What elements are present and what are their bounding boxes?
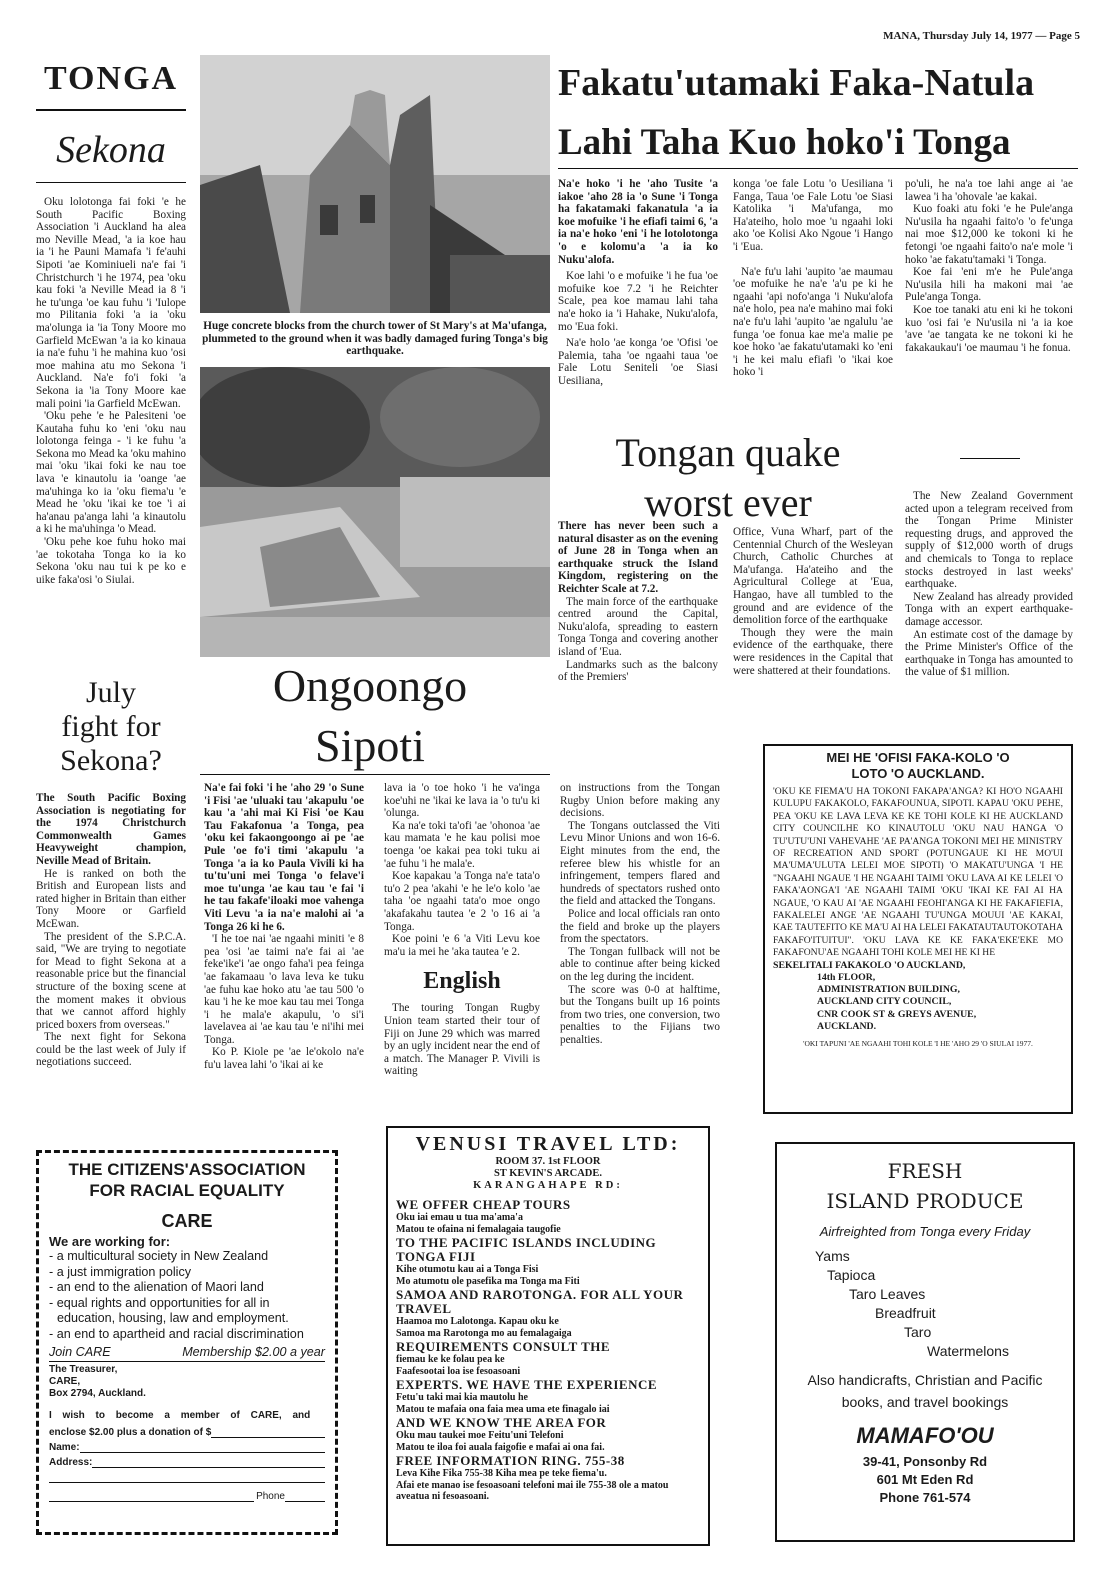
paragraph: The president of the S.P.C.A. said, "We are trying to negotiate for Mead to fight Sekona at a reasonable price but the financial structure of the boxing scene at the moment makes it obvious that we cannot afford highly priced boxers from overseas." [36,930,186,1031]
venusi-title: VENUSI TRAVEL LTD: [415,1133,681,1155]
list-item: - a just immigration policy [49,1264,192,1279]
auckland-notice [763,744,1073,1114]
rule [36,182,186,183]
lead-paragraph: There has never been such a natural disaster as on the evening of June 28 in Tonga when an earthquake struck the Island Kingdom, registering on the Reichter Scale at 7.2. [558,520,718,595]
address-line: KARANGAHAPE RD: [473,1180,623,1191]
produce-advert [775,1142,1075,1542]
care-enclose: enclose $2.00 plus a donation of $ [49,1427,212,1438]
rule [200,774,550,775]
care-advert [36,1150,338,1535]
address-line: 601 Mt Eden Rd [876,1472,974,1487]
paragraph: 'I he toe nai 'ae ngaahi miniti 'e 8 pea 'osi 'ae taimi na'e fai ai 'ae feke'ike'i 'ae ongo faha'i pea feinga 'ae fakamaau 'o lava leva ke tuku 'ae fuhu kae hoko atu 'ae tau 500 'o kau 'i he ke moe kau tau mei Tonga 'i he mala'e akapulu, 'o si'i lavelavea ai 'ae kau tau 'e ni'ihi mei Tonga. [204,933,364,1046]
paragraph: Koe poini 'e 6 'a Viti Levu koe ma'u ia mei he 'aka tautea 'e 2. [384,933,540,958]
venusi-text-line: Oku iai emau u tua ma'ama'a [396,1212,523,1223]
paragraph: Na'e holo 'ae konga 'oe 'Ofisi 'oe Palemia, taha 'oe ngaahi taua 'oe Fale Lotu Seniteli 'oe Siasi Uesiliana, [558,337,718,387]
address-line: ST KEVIN'S ARCADE. [493,1168,603,1179]
headline-line: worst ever [644,480,812,525]
venusi-lines [396,1198,700,1503]
paragraph: Though they were the main evidence of the earthquake, there were residences in the Capital that were shattered at their foundations. [733,626,893,677]
paragraph: Office, Vuna Wharf, part of the Centennial Church of the Wesleyan Church, Catholic Churches at Ma'ufanga. Ha'ateiho and the Agricultural College at 'Eua, Hangao, have all tumbled to the ground and are evidence of the demolition force of the earthquake [733,526,893,627]
ongoongo-col1 [204,782,364,1072]
july-article [36,792,186,1069]
address-line: Box 2794, Auckland. [49,1388,146,1399]
venusi-heading-line: AND WE KNOW THE AREA FOR [396,1415,607,1430]
address-line: Phone 761-574 [879,1490,971,1505]
care-title [49,1159,325,1201]
address-line: SEKELITALI FAKAKOLO 'O AUCKLAND, [773,959,966,971]
tongan-article-col2 [733,178,893,379]
venusi-travel-advert [386,1126,710,1546]
address-line: CARE, [49,1376,81,1387]
produce-title-line: FRESH [887,1159,963,1183]
rule [558,168,1078,169]
care-name-row [49,1442,325,1453]
care-working: We are working for: [49,1234,171,1249]
paragraph: The Tongan fullback will not be able to continue after being kicked on the leg during the incident. [560,945,720,983]
phone-field[interactable] [285,1491,325,1502]
list-item: Yams [815,1248,850,1264]
venusi-text-line: Haamoa mo Lalotonga. Kapau oku ke [396,1316,559,1327]
ongoongo-headline [200,656,540,776]
rule [36,109,186,111]
venusi-text-line: Faafesootai loa ise fesoasoani [396,1365,521,1377]
paragraph: lava ia 'o toe hoko 'i he va'inga koe'uhi ne 'ikai ke lava ia 'o tu'u ki 'olunga. [384,782,540,820]
venusi-heading-line: FREE INFORMATION RING. 755-38 [396,1453,625,1468]
main-headline [558,57,1078,169]
care-join: Join CARE [49,1345,111,1359]
headline-line: Fakatu'utamaki Faka-Natula [558,62,1035,104]
name-field[interactable] [80,1442,325,1453]
paragraph: on instructions from the Tongan Rugby Union before making any decisions. [560,782,720,820]
lead-paragraph: The South Pacific Boxing Association is negotiating for the 1974 Christchurch Commonwealth Games Heavyweight champion, Neville Mead of Britain. [36,792,186,867]
ongoongo-col3 [560,782,720,1046]
notice-title-line: LOTO 'O AUCKLAND. [851,766,985,781]
address-line: ROOM 37. 1st FLOOR [495,1156,601,1167]
list-item: - an end to apartheid and racial discrimination [49,1326,304,1341]
care-join-row [49,1345,325,1359]
paragraph: konga 'oe fale Lotu 'o Uesiliana 'i Fanga, Taua 'oe Fale Lotu 'oe Siasi Katolika 'i Ma'ufanga, mo Ha'ateiho, holo moe 'u ngaahi loki ako 'oe Kolisi Ako Ngoue 'i Hango 'i 'Eua. [733,178,893,253]
care-address-row-2 [49,1482,325,1483]
paragraph: Landmarks such as the balcony of the Premiers' [558,658,718,684]
address-line: 14th FLOOR, [817,971,876,983]
venusi-text-line: Mo atumotu ole pasefika ma Tonga ma Fiti [396,1275,580,1287]
paragraph: Na'e fu'u lahi 'aupito 'ae maumau 'oe mofuike he na'e 'a'u pe ki he ngaahi 'api nofo'anga 'i Nuku'alofa na'e holo, pea na'e mahino mai foki na'e fu'u lahi 'aupito 'ae ngalulu 'ae funga 'oe fonua kae me'a malie pe koe hoko 'ae fakatu'utamaki ko 'eni 'i he kei malu efiafi 'o 'ikai koe hoko 'i [733,265,893,379]
paragraph: He is ranked on both the British and European lists and rated higher in Britain than either Tony Moore or Garfield McEwan. [36,867,186,930]
list-item: Taro Leaves [849,1286,926,1302]
page-title-sekona: Sekona [56,129,166,171]
quake-col3 [905,490,1073,679]
headline-line: July [85,676,136,709]
paragraph: Koe toe tanaki atu eni ki he tokoni kuo 'osi fai 'e Nu'usila ni 'a ia koe 'ave 'ae tangata ke ne tokoni ki he fakakaukau'i 'oe maumau 'i he fonua. [905,303,1073,354]
paragraph: Police and local officials ran onto the field and broke up the players from the spectators. [560,907,720,946]
store-name: MAMAFO'OU [856,1423,994,1448]
venusi-address [396,1156,700,1192]
paragraph: The Tongans outclassed the Viti Levu Minor Unions and won 16-6. Eight minutes from the end, the referee blew his whistle for an infringement, tempers flared and hundreds of spectators rushed onto the field and attacked the Tongans. [560,819,720,908]
headline-line: Ongoongo [272,660,468,711]
notice-title-line: MEI HE 'OFISI FAKA-KOLO 'O [826,750,1010,765]
address-field[interactable] [92,1457,325,1468]
paragraph: Ka na'e toki ta'ofi 'ae 'ohonoa 'ae kau mamata 'e he kau polisi moe toenga 'oe kakai pea toki tuku ai 'ae fuhu 'i he mala'e. [384,819,540,870]
lead-paragraph: Na'e hoko 'i he 'aho Tusite 'a iakoe 'aho 28 ia 'o Sune 'i Tonga ha fakatamaki fakanatula 'a ia koe mofuike 'i he efiafi taimi 6, 'a ia na'e hoko 'eni 'i he lotolotonga 'o e kolomu'a 'a ia ko Nuku'alofa. [558,178,718,266]
lead-paragraph: Na'e fai foki 'i he 'aho 29 'o Sune 'i Fisi 'ae 'uluaki tau 'akapulu 'oe kau 'a 'ahi mai Ki Fisi 'oe Kau Tau Fakafonua 'a Tonga, pea 'oku kei fakaongoongo ai pe 'ae Pule 'oe fo'i timi 'akapulu 'a Tonga 'a ia ko Paula Vivili ki ha tu'tu'uni mei Tonga 'o felave'i moe tu'unga 'ae kau tau 'e fai 'i he tau fakafe'iloaki moe vahenga Viti Levu 'a ia na'e malohi ai 'a Tonga 26 ki he 6. [204,782,364,933]
name-label: Name: [49,1442,80,1453]
care-wish: I wish to become a member of CARE, and [49,1410,311,1421]
venusi-text-line: Fetu'u taki mai kia mautolu he [396,1392,528,1403]
headline-line: Lahi Taha Kuo hoko'i Tonga [558,122,1011,163]
care-name: CARE [161,1211,213,1231]
address-line: ADMINISTRATION BUILDING, [817,984,960,996]
list-item: Taro [904,1324,932,1340]
address-line: AUCKLAND CITY COUNCIL, [817,996,952,1008]
paragraph: po'uli, he na'a toe lahi ange ai 'ae lawea 'i ha 'ohovale 'ae kakai. [905,178,1073,203]
produce-title [789,1156,1061,1216]
english-subhead: English [423,968,501,995]
care-title-line: THE CITIZENS'ASSOCIATION [68,1160,306,1179]
quake-col2 [733,526,893,677]
address-line: AUCKLAND. [817,1020,877,1032]
paragraph: Kuo foaki atu foki 'e he Pule'anga Nu'usila ha ngaahi faito'o 'o fe'unga nai moe $12,000 ke tokoni ki he fetongi 'oe ngaahi faito'o na'e mole 'i hoko 'ae fakatu'tamaki 'i Tonga. [905,203,1073,266]
notice-title [773,750,1063,782]
notice-body: 'OKU KE FIEMA'U HA TOKONI FAKAPA'ANGA? KI HO'O NGAAHI KULUPU FAKAKOLO, FAKAFOUNUA, SIPOTI. KAPAU 'OKU PEHE, PEA 'OKU KE LAVA LEVA KE KE TOHI KOLE KI HE AUCKLAND CITY COUNCILHE KO KINAUTOLU 'OKU NAU HANGA 'O TU'UTU'UNI VAHEVAHE 'AE PA'ANGA TOKONI MEI HE MINISTRY OF RECREATION AND SPORT (POTUNGAUE KI HE MO'UI MA'UMA'ULUTA LELEI MOE SIPOTI) 'O MAKATU'UNGA 'I HE "NGAAHI NGAUE 'I HE NGAAHI TAIMI 'OKU LAVA AI KE LELEI 'O FAKA'AONGA'I 'AE NGAAHI TAIMI 'OKU 'IKAI KE FAI AI HA NGAUE, 'O KAU AI 'AE NGAAHI FEOHI'ANGA KI HE FAKAFIEFIA, FAKALELEI ANGE 'AE NGAAHI TU'UNGA MOUUI 'AE KAKAI, KAE TAUTEFITO KE MA'U AI HA LELEI FAKATAUTAUTOKOTAHA FAKAFO'ITUITUI". 'OKU LAVA KE KE FAKA'EKE'EKE MO FAKAFONU'AE NGAAHI TOHI KOLE MEI HE KI HE [773,786,1063,959]
list-item: Watermelons [927,1343,1009,1359]
store-address [789,1453,1061,1507]
notice-footer: 'OKI TAPUNI 'AE NGAAHI TOHI KOLE 'I HE 'AHO 29 'O SIULAI 1977. [803,1038,1033,1048]
venusi-text-line: Samoa ma Rarotonga mo au femalagaiga [396,1327,572,1339]
tongan-article-col1 [558,178,718,388]
care-membership: Membership $2.00 a year [182,1345,325,1359]
paragraph: New Zealand has already provided Tonga with an expert earthquake-damage accessor. [905,590,1073,628]
phone-line[interactable] [49,1491,254,1502]
rule [49,1361,325,1362]
ongoongo-col2 [384,782,540,1078]
paragraph: The main force of the earthquake centred around the Capital, Nuku'alofa, spreading to eastern Tonga Tonga and covering another island of 'Eua. [558,595,718,658]
venusi-text-line: Matou te ofaina ni femalagaia taugofie [396,1223,561,1235]
care-enclose-row [49,1427,325,1438]
care-phone-row [49,1491,325,1502]
produce-items [789,1247,1061,1361]
venusi-heading-line: EXPERTS. WE HAVE THE EXPERIENCE [396,1377,658,1392]
care-items [49,1249,325,1342]
headline-line: Tongan quake [615,430,841,475]
paragraph: 'Oku pehe 'e he Palesiteni 'oe Kautaha fuhu ko 'eni 'oku nau lolotonga feinga - 'i ke fuhu 'a Sekona mo Mead ka 'oku mahino mai 'oku 'ikai foki ke nau toe lava 'e kinautolu ia 'oange 'ae ma'uhinga ko ia 'oku fiema'u 'e Mead he 'oku 'ikai ke toe 'i ai ha'anau pa'anga lahi 'a kinautolu a ki he ma'uhinga 'o Mead. [36,410,186,536]
address-line: 39-41, Ponsonby Rd [862,1454,988,1469]
venusi-heading-line: WE OFFER CHEAP TOURS [396,1197,571,1212]
donation-field[interactable] [211,1427,325,1438]
paragraph: An estimate cost of the damage by the Prime Minister's Office of the earthquake in Tonga has amounted to the value of $1 million. [905,628,1073,679]
paragraph: Oku lolotonga fai foki 'e he South Pacific Boxing Association 'i Auckland ha alea mo Neville Mead, 'a ia koe hau ia 'i he Pauni Mamafa 'i fe'auhi Sipoti 'ae Kominiueli na'e fai 'i Christchurch 'i he 1974, pea 'oku kau foki 'a Neville Mead ia 8 'i he tu'unga 'oe kau fuhu 'i 'Iulope mo Pilitania foki 'a ia 'oku ma'olunga ia 'ia Tony Moore mo Garfield McEwan 'a ia ko kinaua ia na'e fuhu 'i he mahina kuo 'osi moe mahina atu mo Sekona 'i Auckland. Na'e fo'i foki 'a Sekona ia 'ia Tony Moore kae mali poini 'ia Garfield McEwan. [36,196,186,410]
paragraph: Koe fai 'eni m'e he Pule'anga Nu'usila hili ha makoni mai 'ae Pule'anga Tonga. [905,266,1073,304]
venusi-text-line: Kihe otumotu kau ai a Tonga Fisi [396,1264,539,1275]
venusi-text-line: Matou te iloa foi auala faigofie e mafai ai ona fai. [396,1441,605,1453]
tongan-article-col3 [905,178,1073,354]
produce-title-line: ISLAND PRODUCE [826,1189,1024,1213]
rule [960,458,1020,459]
paragraph: Koe kapakau 'a Tonga na'e tata'o tu'o 2 pea 'akahi 'e he le'o kolo 'ae taha 'oe ngaahi tata'o moe ongo 'akafakahu tautea 'e 2 'o 16 ai 'a Tonga. [384,870,540,933]
venusi-heading-line: TO THE PACIFIC ISLANDS INCLUDING TONGA FIJI [396,1235,657,1264]
care-address [49,1364,325,1400]
july-headline [36,676,186,778]
venusi-text-line: Oku mau taukei moe Feitu'uni Telefoni [396,1430,564,1441]
phone-label: Phone [256,1491,285,1502]
quake-col1 [558,520,718,684]
list-item: - equal rights and opportunities for all in education, housing, law and employment. [49,1295,289,1325]
headline-line: fight for [61,710,161,743]
venusi-text-line: Matou te mafaia ona faia mea uma ete finagalo iai [396,1403,610,1415]
paragraph: The score was 0-0 at halftime, but the Tongans built up 16 points from two tries, one conversion, two penalties to the Fijians two penalties. [560,983,720,1046]
page-header: MANA, Thursday July 14, 1977 — Page 5 [883,30,1080,42]
produce-also: Also handicrafts, Christian and Pacific books, and travel bookings [807,1372,1043,1410]
paragraph: 'Oku pehe koe fuhu hoko mai 'ae tokotaha Tonga ko ia ko Sekona 'oku nau tui k pe ko e uike faka'osi 'o Siulai. [36,536,186,586]
rubble-photo [200,367,550,657]
paragraph: Koe lahi 'o e mofuike 'i he fua 'oe mofuike koe 7.2 'i he Reichter Scale, pea koe mamau lahi taha na'e hoko ia 'i Hahake, Nuku'alofa, mo 'Eua foki. [558,270,718,333]
venusi-text-line: Leva Kihe Fika 755-38 Kiha mea pe teke fiema'u. [396,1468,607,1479]
notice-address [773,959,1063,1033]
tonga-article [36,196,186,586]
list-item: Tapioca [827,1267,876,1283]
venusi-text-line: fiemau ke ke folau pea ke [396,1354,505,1365]
venusi-heading-line: REQUIREMENTS CONSULT THE [396,1339,611,1354]
venusi-heading-line: SAMOA AND RAROTONGA. FOR ALL YOUR TRAVEL [396,1287,684,1316]
quake-headline [558,432,898,524]
section-label-tonga: TONGA [43,60,179,97]
paragraph: The next fight for Sekona could be the last week of July if negotiations succeed. [36,1031,186,1069]
produce-subtitle: Airfreighted from Tonga every Friday [819,1224,1031,1239]
address-line: The Treasurer, [49,1364,118,1375]
paragraph: The New Zealand Government acted upon a telegram received from the Tongan Prime Minister requesting drugs, and approved the supply of $12,000 worth of drugs and chemicals to Tonga to replace stocks destroyed in last weeks' earthquake. [905,490,1073,591]
photo-caption: Huge concrete blocks from the church tower of St Mary's at Ma'ufanga, plummeted to the ground when it was badly damaged furing Tonga's big earthquake. [202,320,548,358]
headline-line: Sekona? [60,744,162,777]
list-item: - an end to the alienation of Maori land [49,1280,264,1294]
address-label: Address: [49,1457,93,1468]
venusi-text-line: Afai ete manao ise fesoasoani telefoni mai ile 755-38 ole a matou aveatua ni fesoasoani. [396,1479,669,1502]
paragraph: Ko P. Kiole pe 'ae le'okolo na'e fu'u lavea lahi 'o 'ikai ai ke [204,1046,364,1072]
list-item: Breadfruit [875,1305,936,1321]
paragraph: The touring Tongan Rugby Union team started their tour of Fiji on June 29 which was marred by an ugly incident near the end of a match. The Manager P. Vivili is waiting [384,1002,540,1078]
care-title-line: FOR RACIAL EQUALITY [89,1181,285,1200]
address-line: CNR COOK ST & GREYS AVENUE, [817,1008,977,1020]
care-address-row [49,1457,325,1468]
list-item: - a multicultural society in New Zealand [49,1249,269,1263]
church-tower-photo [200,55,550,313]
headline-line: Sipoti [315,720,425,771]
